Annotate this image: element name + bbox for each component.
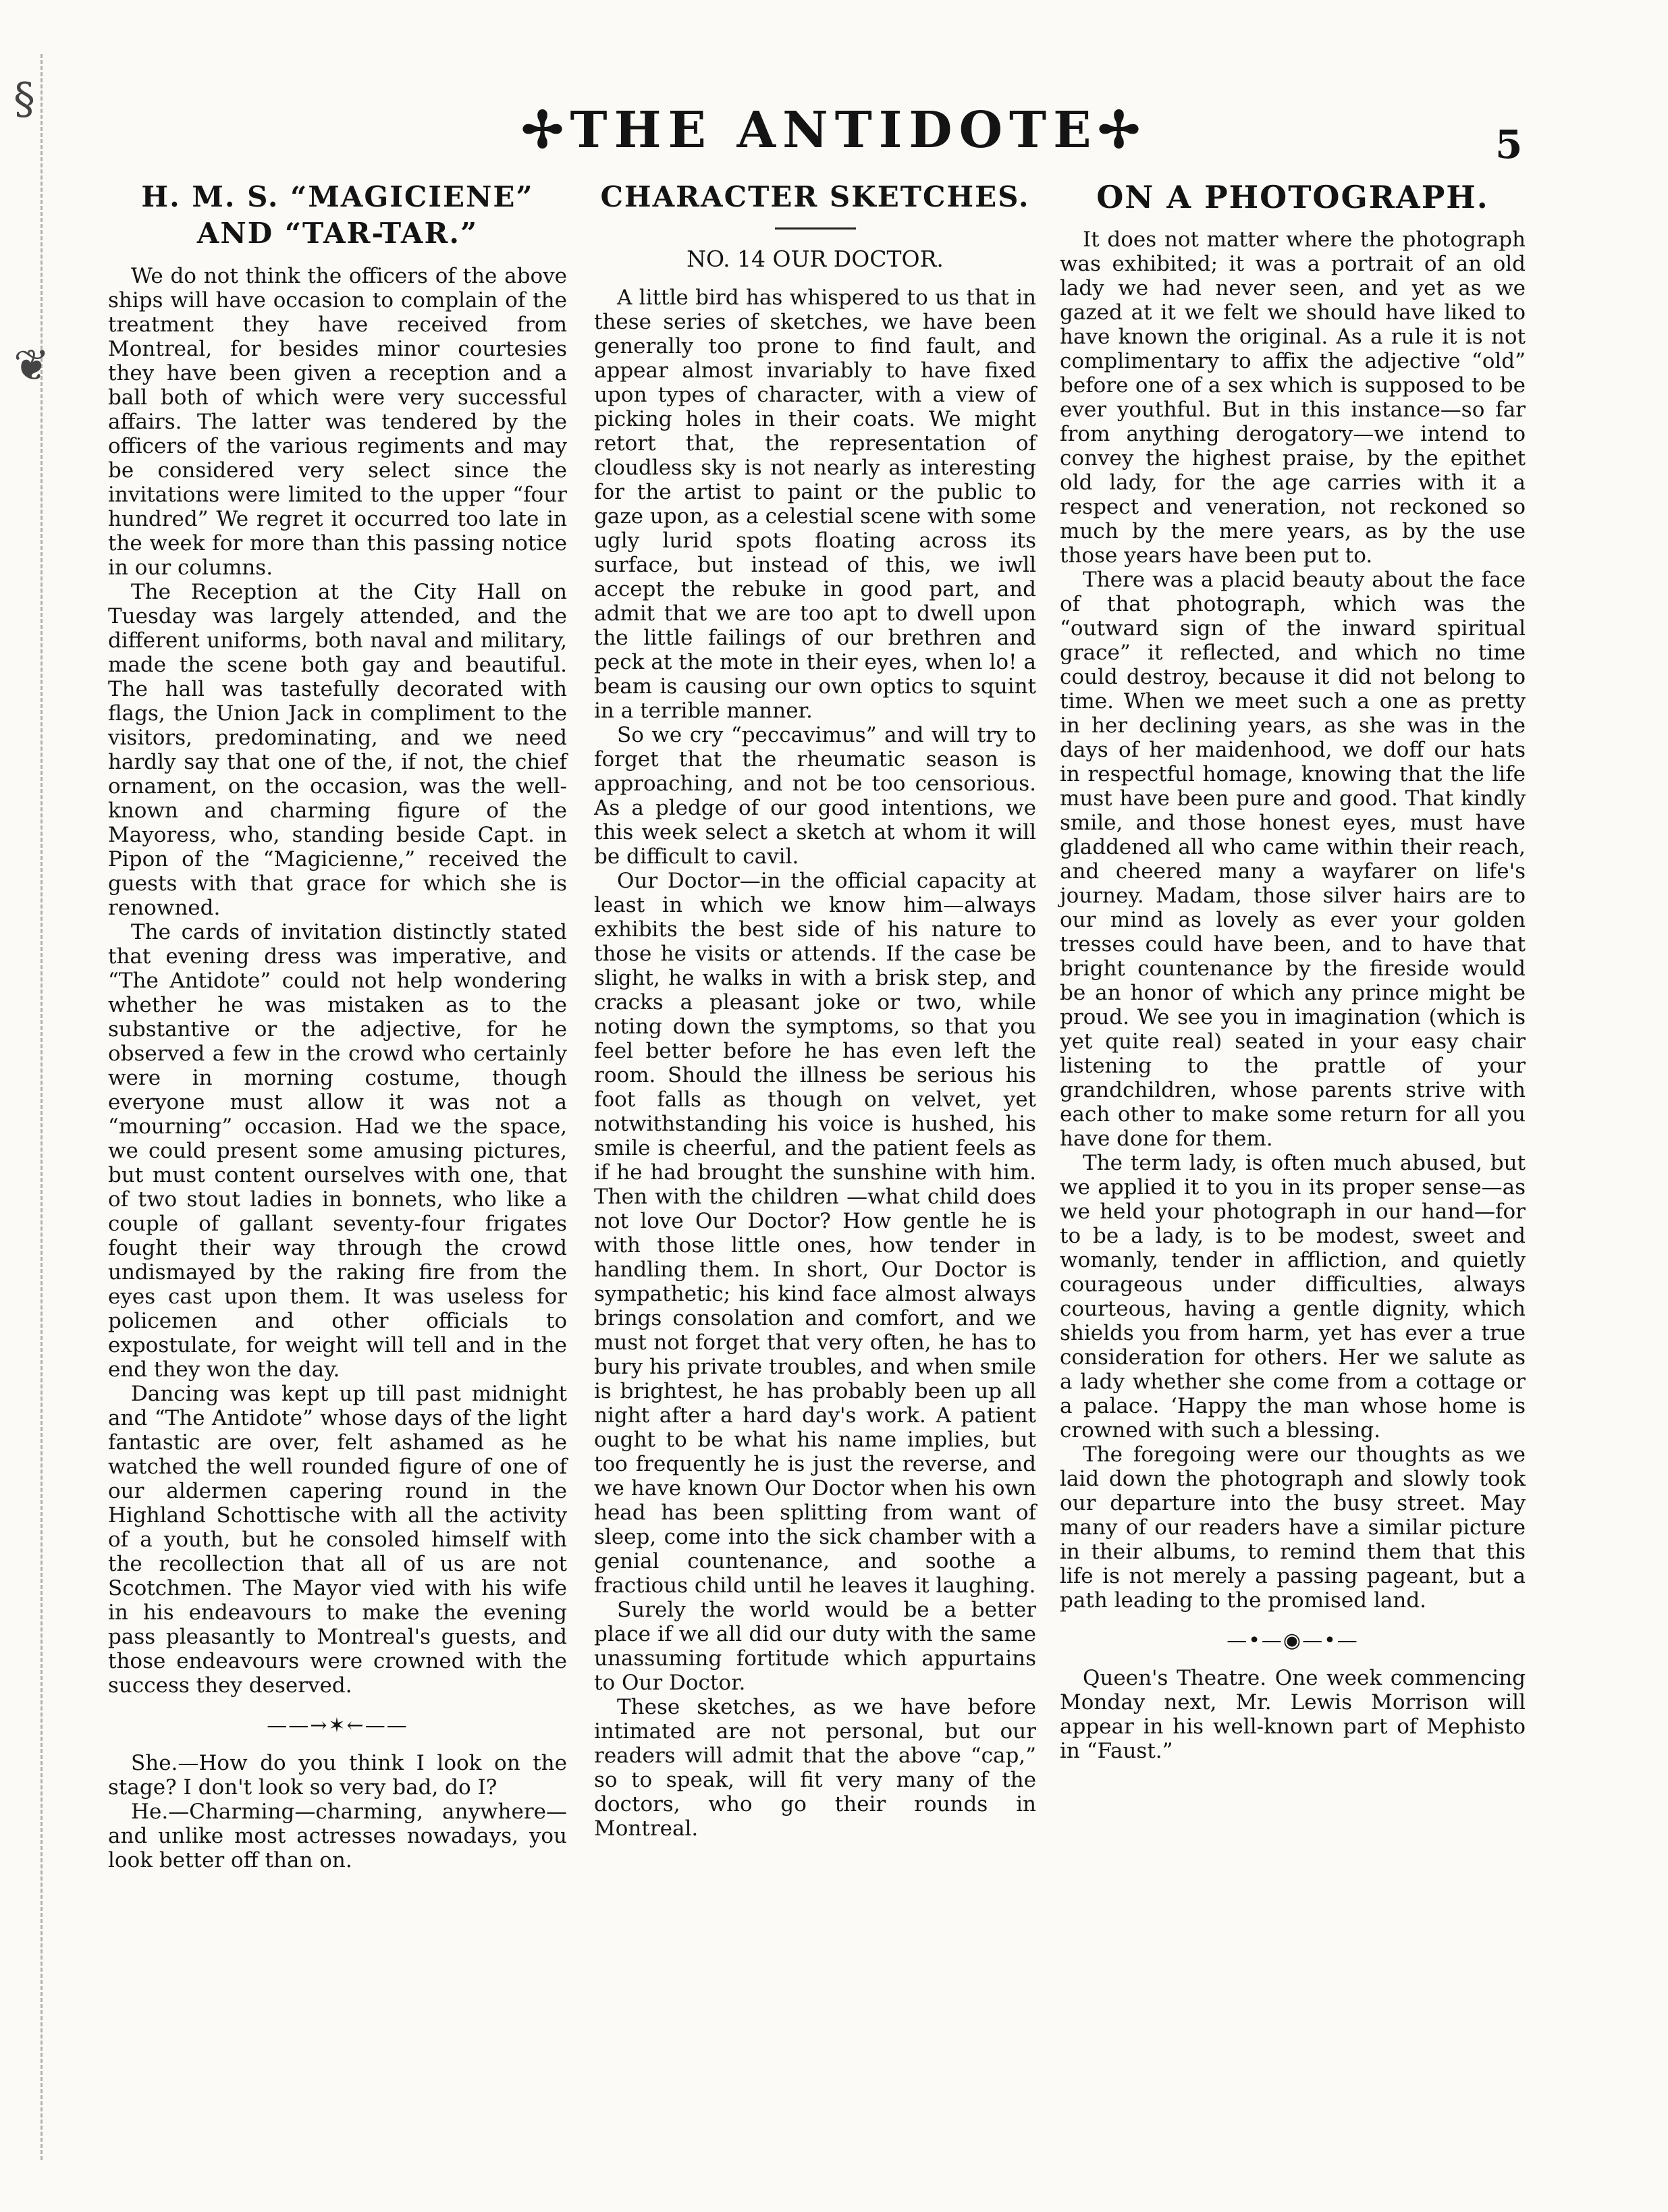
article-paragraph: Dancing was kept up till past midnight and “The Antidote” whose days of the light fantastic are over, felt ashamed as he watched the well rounded figure of one of our aldermen capering round in the Highland Schottische with all the activity of a youth, but he consoled himself with the recollection that all of us are not Scotchmen. The Mayor vied with his wife in his endeavours to make the evening pass pleasantly to Montreal's guests, and those endeavours were crowned with the success they deserved.	[108, 1382, 567, 1698]
article-paragraph: It does not matter where the photograph was exhibited; it was a portrait of an old lady we had never seen, and yet as we gazed at it we felt we should have liked to have known the original. As a rule it is not complimentary to affix the adjective “old” before one of a sex which is supposed to be ever youthful. But in this instance—so far from anything derogatory—we intend to convey the highest praise, by the epithet old lady, for the age carries with it a respect and veneration, not reckoned so much by the mere years, as by the use those years have been put to.	[1060, 227, 1526, 568]
joke-line: He.—Charming—charming, anywhere—and unlike most actresses nowadays, you look better off than on.	[108, 1800, 567, 1872]
section-divider: —•—◉—•—	[1227, 1629, 1359, 1652]
article-paragraph: The foregoing were our thoughts as we laid down the photograph and slowly took our departure into the busy street. May many of our readers have a similar picture in their albums, to remind them that this life is not merely a passing pageant, but a path leading to the promised land.	[1060, 1442, 1526, 1613]
column-right	[1060, 179, 1526, 1763]
article-paragraph: Surely the world would be a better place if we all did our duty with the same unassuming fortitude which appurtains to Our Doctor.	[594, 1598, 1036, 1695]
theatre-notice: Queen's Theatre. One week commencing Monday next, Mr. Lewis Morrison will appear in his well-known part of Mephisto in “Faust.”	[1060, 1666, 1526, 1763]
page-number: 5	[1495, 122, 1523, 167]
article-heading: ON A PHOTOGRAPH.	[1096, 179, 1489, 215]
column-middle	[594, 179, 1036, 1841]
binding-stamp-icon: §	[14, 74, 35, 124]
article-heading: CHARACTER SKETCHES.	[600, 180, 1030, 213]
article-paragraph: So we cry “peccavimus” and will try to forget that the rheumatic season is approaching, and not be too censorious. As a pledge of our good intentions, we this week select a sketch at whom it will be difficult to cavil.	[594, 723, 1036, 869]
article-subheading: NO. 14 OUR DOCTOR.	[687, 246, 944, 272]
article-paragraph: The term lady, is often much abused, but we applied it to you in its proper sense—as we held your photograph in our hand—for to be a lady, is to be modest, sweet and womanly, tender in affliction, and quietly courageous under difficulties, always courteous, having a gentle dignity, which shields you from harm, yet has ever a true consideration for others. Her we salute as a lady whether she come from a cottage or a palace. ‘Happy the man whose home is crowned with such a blessing.	[1060, 1151, 1526, 1442]
section-divider: ——→✶←——	[267, 1714, 408, 1737]
article-paragraph: The cards of invitation distinctly stated that evening dress was imperative, and “The Antidote” could not help wondering whether he was mistaken as to the substantive or the adjective, for he observed a few in the crowd who certainly were in morning costume, though everyone must allow it was not a “mourning” occasion. Had we the space, we could present some amusing pictures, but must content ourselves with one, that of two stout ladies in bonnets, who like a couple of gallant seventy-four frigates fought their way through the crowd undismayed by the raking fire from the eyes cast upon them. It was useless for policemen and other officials to expostulate, for weight will tell and in the end they won the day.	[108, 920, 567, 1382]
article-paragraph: Our Doctor—in the official capacity at least in which we know him—always exhibits the best side of his nature to those he visits or attends. If the case be slight, he walks in with a brisk step, and cracks a pleasant joke or two, while noting down the symptoms, so that you feel better before he has even left the room. Should the illness be serious his foot falls as though on velvet, yet notwithstanding his voice is hushed, his smile is cheerful, and the patient feels as if he had brought the sunshine with him. Then with the children —what child does not love Our Doctor? How gentle he is with those little ones, how tender in handling them. In short, Our Doctor is sympathetic; his kind face almost always brings consolation and comfort, and we must not forget that very often, he has to bury his private troubles, and when smile is brightest, he has probably been up all night after a hard day's work. A patient ought to be what his name implies, but too frequently he is just the reverse, and we have known Our Doctor when his own head has been splitting from want of sleep, come into the sick chamber with a genial countenance, and soothe a fractious child until he leaves it laughing.	[594, 869, 1036, 1598]
heading-rule	[775, 227, 856, 230]
joke-line: She.—How do you think I look on the stage? I don't look so very bad, do I?	[108, 1751, 567, 1800]
masthead: ✢THE ANTIDOTE✢	[521, 101, 1147, 159]
article-paragraph: These sketches, as we have before intimated are not personal, but our readers will admit that the above “cap,” so to speak, will fit very many of the doctors, who go their rounds in Montreal.	[594, 1695, 1036, 1841]
article-paragraph: The Reception at the City Hall on Tuesday was largely attended, and the different uniforms, both naval and military, made the scene both gay and beautiful. The hall was tastefully decorated with flags, the Union Jack in compliment to the visitors, predominating, and we need hardly say that one of the, if not, the chief ornament, on the occasion, was the well-known and charming figure of the Mayoress, who, standing beside Capt. in Pipon of the “Magicienne,” received the guests with that grace for which she is renowned.	[108, 580, 567, 920]
column-left	[108, 179, 567, 1872]
article-paragraph: There was a placid beauty about the face of that photograph, which was the “outward sign of the inward spiritual grace” it reflected, and which no time could destroy, because it did not belong to time. When we meet such a one as pretty in her declining years, as she was in the days of her maidenhood, we doff our hats in respectful homage, knowing that the life must have been pure and good. That kindly smile, and those honest eyes, must have gladdened all who came within their reach, and cheered many a wayfarer on life's journey. Madam, those silver hairs are to our mind as lovely as ever your golden tresses could have been, and to have that bright countenance by the fireside would be an honor of which any prince might be proud. We see you in imagination (which is yet quite real) seated in your easy chair listening to the prattle of your grandchildren, whose parents strive with each other to make some return for all you have done for them.	[1060, 568, 1526, 1151]
article-heading: H. M. S. “MAGICIENE” AND “TAR-TAR.”	[141, 180, 534, 250]
article-paragraph: A little bird has whispered to us that in these series of sketches, we have been generally too prone to find fault, and appear almost invariably to have fixed upon types of character, with a view of picking holes in their coats. We might retort that, the representation of cloudless sky is not nearly as interesting for the artist to paint or the public to gaze upon, as a celestial scene with some ugly lurid spots floating across its surface, but instead of this, we iwll accept the rebuke in good part, and admit that we are too apt to dwell upon the little failings of our brethren and peck at the mote in their eyes, when lo! a beam is causing our own optics to squint in a terrible manner.	[594, 286, 1036, 723]
binding-stamp-icon: ❦	[14, 341, 50, 391]
article-paragraph: We do not think the officers of the above ships will have occasion to complain of the treatment they have received from Montreal, for besides minor courtesies they have been given a reception and a ball both of which were very successful affairs. The latter was tendered by the officers of the various regiments and may be considered very select since the invitations were limited to the upper “four hundred” We regret it occurred too late in the week for more than this passing notice in our columns.	[108, 264, 567, 580]
